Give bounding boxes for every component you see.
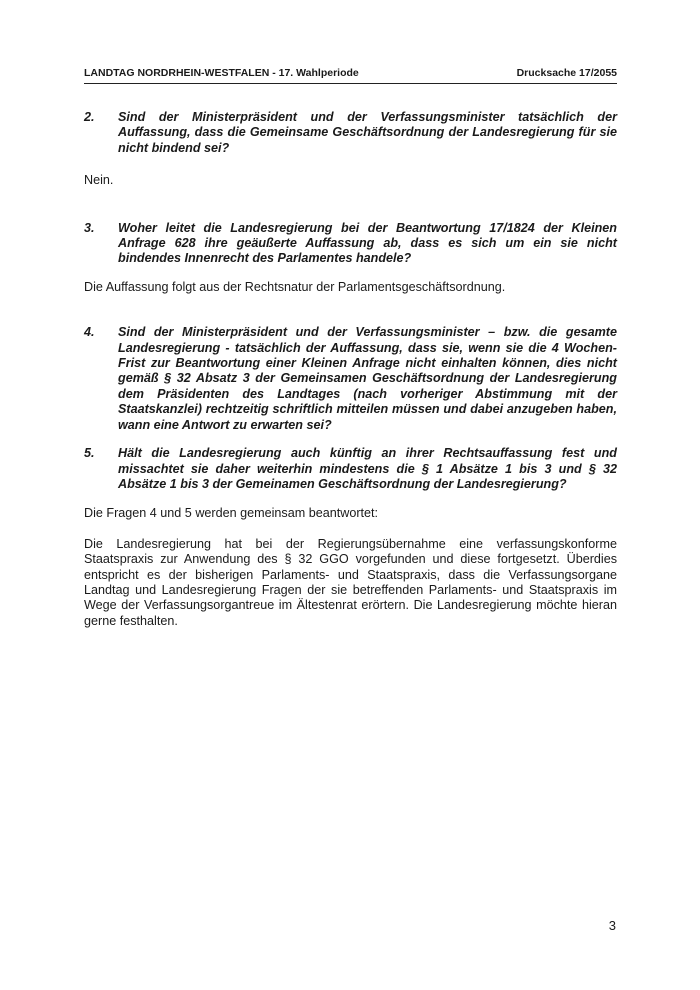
question-number: 5. — [84, 446, 95, 461]
question-3 — [84, 221, 617, 267]
question-5 — [84, 446, 617, 492]
question-text: Sind der Ministerpräsident und der Verfassungsminister tatsächlich der Auffassung, dass die Gemeinsame Geschäftsordnung der Landesregierung für sie nicht bindend sei? — [118, 110, 617, 155]
header-document-number: Drucksache 17/2055 — [516, 67, 617, 79]
question-number: 4. — [84, 325, 95, 340]
answer-2: Nein. — [84, 173, 114, 188]
answer-3: Die Auffassung folgt aus der Rechtsnatur der Parlamentsgeschäftsordnung. — [84, 279, 506, 294]
question-2 — [84, 110, 617, 156]
page-header — [84, 67, 617, 84]
question-4 — [84, 325, 617, 433]
question-number: 2. — [84, 110, 95, 124]
question-text: Hält die Landesregierung auch künftig an ihrer Rechtsauffassung fest und missachtet sie daher weiterhin mindestens die § 1 Absätze 1 bis 3 und § 32 Absätze 1 bis 3 der Gemeinamen Geschäftsordnung der Landesregierung? — [118, 446, 617, 491]
header-title: LANDTAG NORDRHEIN-WESTFALEN - 17. Wahlperiode — [84, 67, 359, 79]
document-body — [84, 110, 617, 629]
answer-4-5: Die Landesregierung hat bei der Regierungsübernahme eine verfassungskonforme Staatspraxis zur Anwendung des § 32 GGO vorgefunden und diese fortgesetzt. Überdies entspricht es der bisherigen Parlaments- und Staatspraxis, dass die Verfassungsorgane Landtag und Landesregierung Fragen der sie betreffenden Parlaments- und Staatspraxis im Wege der Verfassungsorgantreue im Ältestenrat erörtern. Die Landesregierung möchte hieran gerne festhalten. — [84, 536, 617, 628]
question-number: 3. — [84, 220, 95, 235]
page-number: 3 — [608, 918, 616, 933]
question-text: Sind der Ministerpräsident und der Verfassungsminister – bzw. die gesamte Landesregierung - tatsächlich der Auffassung, dass sie, wenn sie die 4 Wochen-Frist zur Beantwortung einer Kleinen Anfrage nicht einhalten können, dies nicht gemäß § 32 Absatz 3 der Gemeinsamen Geschäftsordnung der Landesregierung dem Präsidenten des Landtages (nach vorheriger Abstimmung mit der Staatskanzlei) rechtzeitig schriftlich mitteilen müssen und dabei anzugeben haben, wann eine Antwort zu erwarten sei? — [118, 325, 617, 432]
answer-intro: Die Fragen 4 und 5 werden gemeinsam beantwortet: — [84, 506, 379, 521]
question-text: Woher leitet die Landesregierung bei der Beantwortung 17/1824 der Kleinen Anfrage 628 ihre geäußerte Auffassung ab, dass es sich um ein sie nicht bindendes Innenrecht des Parlamentes handele? — [118, 220, 617, 266]
